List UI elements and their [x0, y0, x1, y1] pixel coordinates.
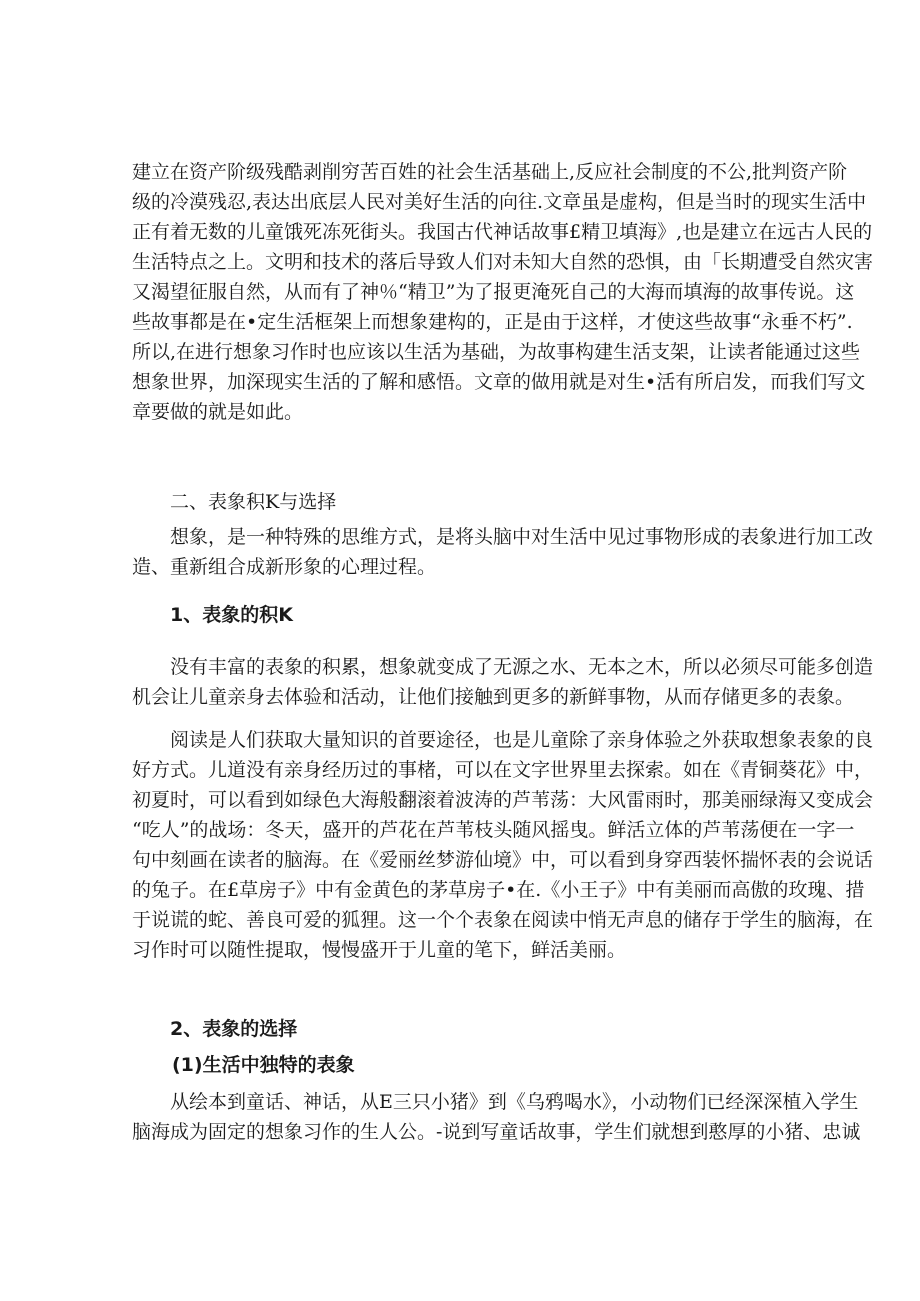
- paragraph-line: 生活特点之上。文明和技术的落后导致人们对未知大自然的恐惧，由「长期遭受自然灾害: [132, 251, 874, 273]
- paragraph-line: 想象，是一种特殊的思维方式，是将头脑中对生活中见过事物形成的表象进行加工改: [170, 526, 874, 548]
- paragraph-line: 习作时可以随性提取，慢慢盛开于儿童的笔下，鲜活美丽。: [132, 939, 627, 961]
- paragraph-line: “吃人”的战场：冬天，盛开的芦花在芦苇枝头随风摇曳。鲜活立体的芦苇荡便在一字一: [132, 819, 855, 841]
- paragraph-line: 正有着无数的儿童饿死冻死街头。我国古代神话故事£精卫填海》,也是建立在远古人民的: [132, 221, 873, 243]
- paragraph-line: 初夏时，可以看到如绿色大海般翻滚着波涛的芦苇荡：大风雷雨时，那美丽绿海又变成会: [132, 789, 874, 811]
- paragraph-line: 建立在资产阶级残酷剥削穷苦百姓的社会生活基础上,反应社会制度的不公,批判资产阶: [132, 161, 848, 183]
- paragraph-line: 从绘本到童话、神话，从E三只小猪》到《乌鸦喝水》，小动物们已经深深植入学生: [170, 1091, 859, 1113]
- paragraph-line: 于说谎的蛇、善良可爱的狐狸。这一个个表象在阅读中悄无声息的储存于学生的脑海，在: [132, 909, 874, 931]
- subsection-heading-2: 2、表象的选择: [170, 1018, 298, 1040]
- paragraph-line: 造、重新组合成新形象的心理过程。: [132, 556, 437, 578]
- paragraph-line: 没有丰富的表象的积累，想象就变成了无源之水、无本之木，所以必须尽可能多创造: [170, 656, 874, 678]
- paragraph-1: [132, 157, 874, 427]
- paragraph-3: [132, 652, 874, 712]
- paragraph-2: [132, 522, 874, 582]
- paragraph-line: 好方式。儿道没有亲身经历过的事楮，可以在文字世界里去探索。如在《青铜葵花》中，: [132, 759, 874, 781]
- paragraph-line: 句中刻画在读者的脑海。在《爱丽丝梦游仙境》中，可以看到身穿西装怀揣怀表的会说话: [132, 849, 874, 871]
- paragraph-line: 些故事都是在•定生活框架上而想象建构的，正是由于这样，才使这些故事“永垂不朽”.: [132, 311, 853, 333]
- paragraph-line: 机会让儿童亲身去体验和活动，让他们接触到更多的新鲜事物，从而存储更多的表象。: [132, 686, 855, 708]
- paragraph-line: 的兔子。在£草房子》中有金黄色的茅草房子•在.《小王子》中有美丽而高傲的玫瑰、措: [132, 879, 865, 901]
- section-heading: 二、表象积K与选择: [170, 491, 337, 513]
- subsection-heading-2-1: (1)生活中独特的表象: [172, 1054, 355, 1076]
- paragraph-line: 想象世界，加深现实生活的了解和感悟。文章的做用就是对生•活有所启发，而我们写文: [132, 371, 866, 393]
- paragraph-line: 阅读是人们获取大量知识的首要途径，也是儿童除了亲身体验之外获取想象表象的良: [170, 729, 874, 751]
- paragraph-line: 章要做的就是如此。: [132, 401, 304, 423]
- subsection-heading-1: 1、表象的积K: [170, 604, 293, 626]
- paragraph-line: 脑海成为固定的想象习作的生人公。-说到写童话故事，学生们就想到憨厚的小猪、忠诚: [132, 1121, 861, 1143]
- paragraph-4: [132, 725, 874, 965]
- paragraph-5: [132, 1087, 861, 1147]
- paragraph-line: 所以,在进行想象习作时也应该以生活为基础，为故事构建生活支架，让读者能通过这些: [132, 341, 861, 363]
- paragraph-line: 又渴望征服自然，从而有了神％“精卫”为了报更淹死自己的大海而填海的故事传说。这: [132, 281, 855, 303]
- paragraph-line: 级的冷漠残忍,表达出底层人民对美好生活的向往.文章虽是虚构，但是当时的现实生活中: [132, 191, 867, 213]
